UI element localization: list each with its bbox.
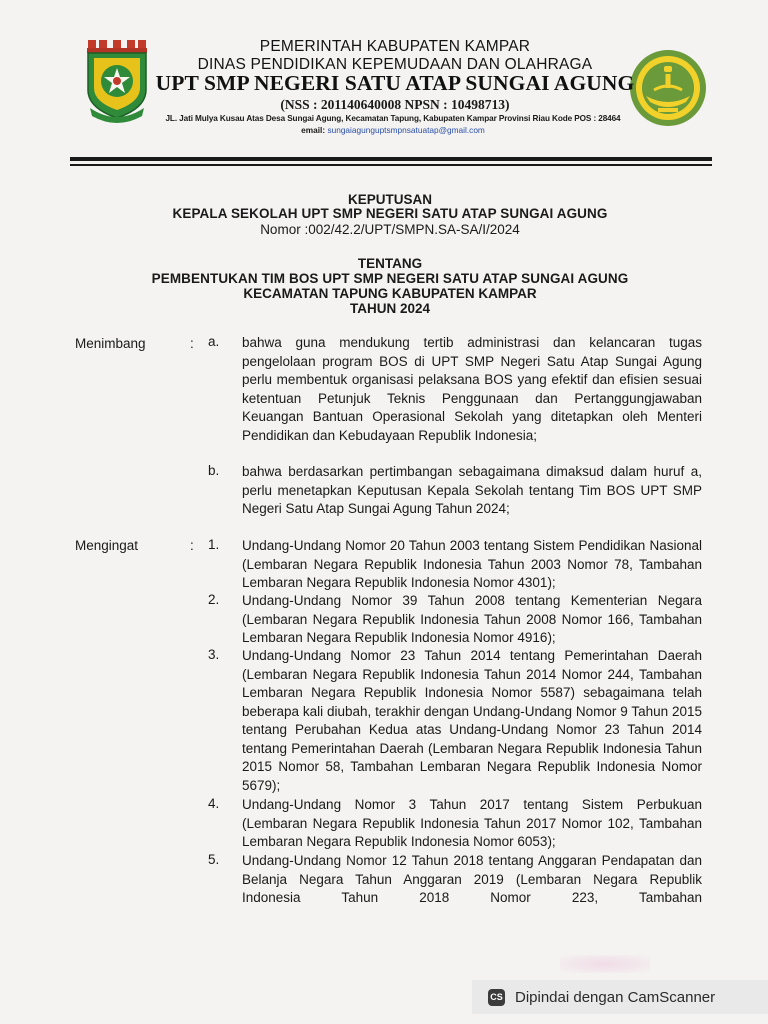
menimbang-colon: : [190, 336, 194, 351]
list-item-marker: 1. [208, 537, 220, 552]
list-item-text: Undang-Undang Nomor 12 Tahun 2018 tentang Anggaran Pendapatan dan Belanja Negara Tahun Anggaran 2019 (Lembaran Negara Republik Indonesia Tahun 2018 Nomor 223, Tambahan [242, 853, 702, 905]
about-heading: TENTANG [357, 256, 423, 271]
kampar-regency-crest-icon [84, 38, 150, 124]
camscanner-icon: CS [488, 989, 505, 1006]
school-codes: (NSS : 201140640008 NPSN : 10498713) [280, 97, 510, 112]
letterhead-divider-thin [70, 164, 712, 166]
camscanner-label: Dipindai dengan CamScanner [515, 988, 716, 1006]
school-name: UPT SMP NEGERI SATU ATAP SUNGAI AGUNG [155, 71, 635, 95]
department-name: DINAS PENDIDIKAN KEPEMUDAAN DAN OLAHRAGA [197, 56, 593, 73]
list-item-text: Undang-Undang Nomor 20 Tahun 2003 tentang Sistem Pendidikan Nasional (Lembaran Negara Republik Indonesia Tahun 2003 Nomor 78, Tambahan Lembaran Negara Republik Indonesia Nomor 4301); [242, 538, 702, 590]
decree-subject-line3: TAHUN 2024 [349, 301, 431, 316]
list-item-text: Undang-Undang Nomor 39 Tahun 2008 tentang Kementerian Negara (Lembaran Negara Republik Indonesia Tahun 2008 Nomor 166, Tambahan Lembaran Negara Republik Indonesia Nomor 4916); [242, 593, 702, 645]
list-item-text: Undang-Undang Nomor 3 Tahun 2017 tentang Sistem Perbukuan (Lembaran Negara Republik Indonesia Tahun 2017 Nomor 102, Tambahan Lembaran Negara Republik Indonesia Nomor 6053); [242, 797, 702, 849]
letterhead-divider-thick [70, 157, 712, 161]
list-item-marker: 4. [208, 796, 220, 811]
mengingat-colon: : [190, 538, 194, 553]
list-item-marker: 2. [208, 592, 220, 607]
email-label: email: [301, 125, 326, 135]
list-item-marker: a. [208, 334, 220, 349]
government-name: PEMERINTAH KABUPATEN KAMPAR [259, 38, 531, 55]
camscanner-watermark [472, 980, 768, 1014]
decree-subject-line2: KECAMATAN TAPUNG KABUPATEN KAMPAR [243, 286, 537, 301]
mengingat-label: Mengingat [75, 538, 139, 553]
decree-issuer: KEPALA SEKOLAH UPT SMP NEGERI SATU ATAP SUNGAI AGUNG [172, 206, 608, 221]
scan-smudge [560, 955, 650, 973]
school-emblem-icon [628, 48, 708, 128]
list-item-marker: 5. [208, 852, 220, 867]
list-item-marker: b. [208, 463, 220, 478]
list-item-text: Undang-Undang Nomor 23 Tahun 2014 tentang Pemerintahan Daerah (Lembaran Negara Republik Indonesia Tahun 2014 Nomor 244, Tambahan Lembaran Negara Republik Indonesia Nomor 5587) sebagaimana telah beberapa kali diubah, terakhir dengan Undang-Undang Nomor 9 Tahun 2015 tentang Perubahan Kedua atas Undang-Undang Nomor 23 Tahun 2014 tentang Pemerintahan Daerah (Lembaran Negara Republik Indonesia Tahun 2015 Nomor 58, Tambahan Lembaran Negara Republik Indonesia Nomor 5679); [242, 648, 702, 793]
decree-subject-line1: PEMBENTUKAN TIM BOS UPT SMP NEGERI SATU ATAP SUNGAI AGUNG [151, 271, 629, 286]
school-address: JL. Jati Mulya Kusau Atas Desa Sungai Agung, Kecamatan Tapung, Kabupaten Kampar Provinsi Riau Kode POS : 28464 [165, 114, 621, 123]
email-link[interactable]: sungaiagunguptsmpnsatuatap@gmail.com [327, 125, 485, 135]
decree-heading: KEPUTUSAN [347, 192, 432, 207]
list-item-marker: 3. [208, 647, 220, 662]
menimbang-label: Menimbang [75, 336, 146, 351]
decree-number: Nomor :002/42.2/UPT/SMPN.SA-SA/I/2024 [260, 222, 520, 237]
list-item-text: bahwa berdasarkan pertimbangan sebagaimana dimaksud dalam huruf a, perlu menetapkan Keputusan Kepala Sekolah tentang Tim BOS UPT SMP Negeri Satu Atap Sungai Agung Tahun 2024; [242, 464, 702, 516]
school-email [158, 125, 628, 135]
list-item-text: bahwa guna mendukung tertib administrasi dan kelancaran tugas pengelolaan program BOS di UPT SMP Negeri Satu Atap Sungai Agung perlu membentuk organisasi pelaksana BOS yang efektif dan efisien sesuai ketentuan Petunjuk Teknis Penggunaan dan Pertanggungjawaban Keuangan Bantuan Operasional Sekolah yang ditetapkan oleh Menteri Pendidikan dan Kebudayaan Republik Indonesia; [242, 335, 702, 443]
